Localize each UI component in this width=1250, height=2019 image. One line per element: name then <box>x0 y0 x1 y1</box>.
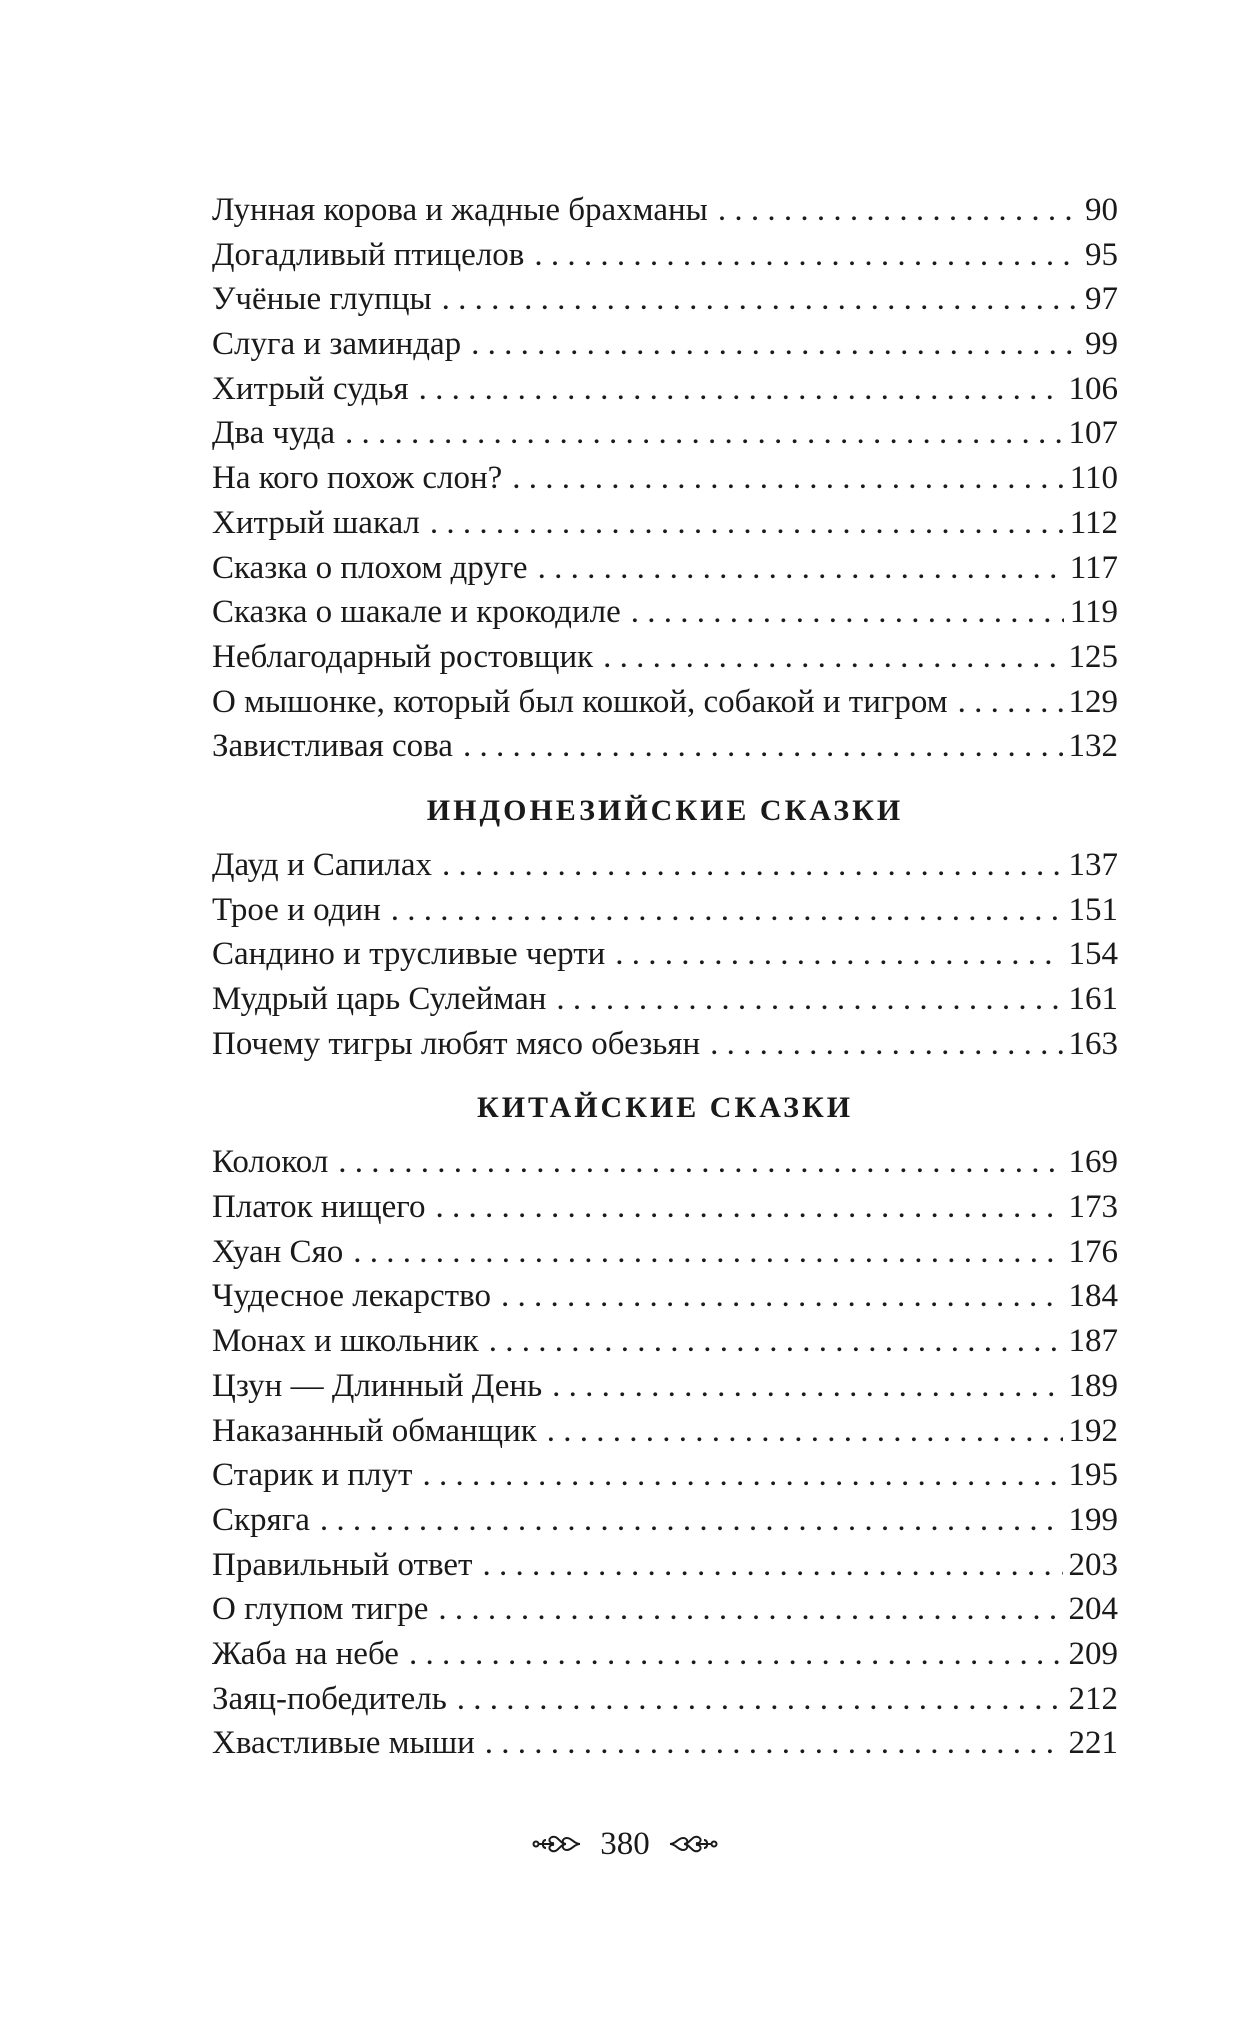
toc-entry-page-number: 119 <box>1069 594 1118 631</box>
toc-entry-page-number: 163 <box>1068 1025 1118 1062</box>
toc-entry[interactable] <box>212 1677 1118 1722</box>
toc-entry[interactable] <box>212 1319 1118 1364</box>
toc-entry-title: О мышонке, который был кошкой, собакой и тигром <box>212 683 948 720</box>
toc-dot-leader <box>457 1677 1063 1722</box>
toc-entry-title: Правильный ответ <box>212 1546 473 1583</box>
toc-entry[interactable] <box>212 1230 1118 1275</box>
toc-indonesian-list <box>212 843 1118 1066</box>
toc-entry-title: Неблагодарный ростовщик <box>212 638 594 675</box>
toc-dot-leader <box>409 1632 1063 1677</box>
toc-entry-title: Хитрый судья <box>212 370 409 407</box>
section-heading-indonesian: ИНДОНЕЗИЙСКИЕ СКАЗКИ <box>426 793 904 827</box>
toc-entry-title: Наказанный обманщик <box>212 1412 537 1449</box>
toc-dot-leader <box>345 411 1062 456</box>
toc-dot-leader <box>442 843 1062 888</box>
toc-entry-page-number: 173 <box>1068 1189 1118 1226</box>
toc-entry-page-number: 169 <box>1068 1144 1118 1181</box>
toc-entry-page-number: 95 <box>1085 236 1118 273</box>
toc-entry-page-number: 192 <box>1068 1412 1118 1449</box>
toc-entry[interactable] <box>212 1498 1118 1543</box>
toc-entry-title: Завистливая сова <box>212 728 453 765</box>
toc-entry-title: Трое и один <box>212 891 381 928</box>
toc-dot-leader <box>485 1721 1063 1766</box>
toc-entry-title: Учёные глупцы <box>212 281 432 318</box>
fleuron-right-icon <box>668 1831 720 1857</box>
toc-dot-leader <box>512 456 1063 501</box>
toc-entry-page-number: 125 <box>1068 638 1118 675</box>
toc-chinese-list <box>212 1140 1118 1766</box>
toc-entry-title: Лунная корова и жадные брахманы <box>212 192 708 228</box>
toc-dot-leader <box>631 590 1064 635</box>
toc-dot-leader <box>710 1022 1062 1067</box>
toc-entry[interactable] <box>212 367 1118 412</box>
toc-continuation-list <box>212 188 1118 769</box>
toc-entry-page-number: 110 <box>1069 460 1118 497</box>
toc-entry-page-number: 107 <box>1068 415 1118 452</box>
table-of-contents <box>212 188 1118 1766</box>
toc-entry-page-number: 221 <box>1068 1725 1118 1762</box>
toc-entry-title: Монах и школьник <box>212 1323 479 1360</box>
toc-entry-page-number: 212 <box>1068 1680 1118 1717</box>
toc-entry-page-number: 176 <box>1068 1233 1118 1270</box>
toc-entry-page-number: 112 <box>1069 504 1118 541</box>
toc-entry[interactable] <box>212 680 1118 725</box>
toc-entry[interactable] <box>212 188 1118 233</box>
toc-dot-leader <box>419 367 1063 412</box>
page-number: 380 <box>600 1826 650 1863</box>
toc-dot-leader <box>471 322 1079 367</box>
toc-entry-page-number: 137 <box>1068 846 1118 883</box>
toc-entry[interactable] <box>212 411 1118 456</box>
toc-dot-leader <box>501 1274 1063 1319</box>
toc-dot-leader <box>538 546 1064 591</box>
toc-entry-title: Два чуда <box>212 415 336 452</box>
toc-dot-leader <box>534 233 1079 278</box>
toc-entry-title: Скряга <box>212 1501 310 1538</box>
toc-dot-leader <box>320 1498 1063 1543</box>
toc-entry[interactable] <box>212 1185 1118 1230</box>
toc-entry-page-number: 154 <box>1068 936 1118 973</box>
toc-entry-title: Сказка о шакале и крокодиле <box>212 594 621 631</box>
toc-dot-leader <box>435 1185 1062 1230</box>
toc-entry-page-number: 90 <box>1085 192 1118 228</box>
toc-dot-leader <box>615 932 1062 977</box>
toc-entry[interactable] <box>212 277 1118 322</box>
toc-dot-leader <box>430 501 1064 546</box>
toc-entry-page-number: 189 <box>1068 1367 1118 1404</box>
toc-dot-leader <box>718 188 1079 233</box>
toc-entry-page-number: 199 <box>1068 1501 1118 1538</box>
toc-entry-page-number: 97 <box>1085 281 1118 318</box>
toc-entry-page-number: 187 <box>1068 1323 1118 1360</box>
toc-entry-page-number: 195 <box>1068 1457 1118 1494</box>
toc-dot-leader <box>958 680 1063 725</box>
toc-entry-page-number: 203 <box>1068 1546 1118 1583</box>
toc-entry[interactable] <box>212 233 1118 278</box>
toc-dot-leader <box>438 1587 1062 1632</box>
toc-entry-page-number: 132 <box>1068 728 1118 765</box>
toc-entry-title: О глупом тигре <box>212 1591 429 1628</box>
toc-entry-title: Сказка о плохом друге <box>212 549 528 586</box>
toc-dot-leader <box>391 888 1063 933</box>
toc-entry[interactable] <box>212 888 1118 933</box>
toc-entry-title: Мудрый царь Сулейман <box>212 981 547 1017</box>
toc-dot-leader <box>442 277 1079 322</box>
toc-entry-title: Заяц-победитель <box>212 1680 447 1717</box>
toc-entry-page-number: 129 <box>1068 683 1118 720</box>
toc-entry-title: Старик и плут <box>212 1457 413 1494</box>
toc-entry[interactable] <box>212 977 1118 1022</box>
toc-dot-leader <box>556 977 1062 1022</box>
toc-entry-title: Догадливый птицелов <box>212 236 525 273</box>
toc-dot-leader <box>482 1543 1062 1588</box>
toc-entry-page-number: 184 <box>1068 1278 1118 1315</box>
toc-entry-title: Цзун — Длинный День <box>212 1367 543 1404</box>
toc-entry[interactable] <box>212 635 1118 680</box>
toc-entry[interactable] <box>212 456 1118 501</box>
toc-entry[interactable] <box>212 843 1118 888</box>
toc-entry-title: Жаба на небе <box>212 1635 399 1672</box>
toc-entry[interactable] <box>212 932 1118 977</box>
toc-entry[interactable] <box>212 501 1118 546</box>
toc-dot-leader <box>489 1319 1063 1364</box>
toc-entry[interactable] <box>212 1022 1118 1067</box>
toc-entry-page-number: 106 <box>1068 370 1118 407</box>
toc-entry-title: Платок нищего <box>212 1189 426 1226</box>
toc-entry[interactable] <box>212 1453 1118 1498</box>
toc-entry-title: Сандино и трусливые черти <box>212 936 606 973</box>
toc-entry-page-number: 99 <box>1085 326 1118 363</box>
toc-entry[interactable] <box>212 546 1118 591</box>
toc-entry-title: Почему тигры любят мясо обезьян <box>212 1025 701 1062</box>
toc-entry[interactable] <box>212 1543 1118 1588</box>
toc-dot-leader <box>338 1140 1062 1185</box>
section-heading-chinese: КИТАЙСКИЕ СКАЗКИ <box>476 1091 854 1125</box>
toc-entry[interactable] <box>212 1140 1118 1185</box>
toc-entry-title: Чудесное лекарство <box>212 1278 491 1315</box>
toc-entry-title: Хитрый шакал <box>212 504 420 541</box>
toc-dot-leader <box>547 1409 1063 1454</box>
toc-entry-title: Слуга и заминдар <box>212 326 462 363</box>
toc-entry-title: Хуан Сяо <box>212 1233 344 1270</box>
toc-entry-title: Колокол <box>212 1144 329 1181</box>
toc-entry[interactable] <box>212 1364 1118 1409</box>
fleuron-left-icon <box>530 1831 582 1857</box>
toc-entry[interactable] <box>212 1721 1118 1766</box>
toc-dot-leader <box>353 1230 1062 1275</box>
toc-entry-title: На кого похож слон? <box>212 460 503 497</box>
toc-entry[interactable] <box>212 322 1118 367</box>
toc-entry[interactable] <box>212 1274 1118 1319</box>
toc-entry[interactable] <box>212 1632 1118 1677</box>
toc-dot-leader <box>422 1453 1062 1498</box>
toc-entry-page-number: 209 <box>1068 1635 1118 1672</box>
toc-entry[interactable] <box>212 1587 1118 1632</box>
toc-entry-page-number: 204 <box>1068 1591 1118 1628</box>
toc-entry-page-number: 151 <box>1068 891 1118 928</box>
toc-dot-leader <box>552 1364 1062 1409</box>
toc-entry[interactable] <box>212 590 1118 635</box>
toc-entry-title: Хвастливые мыши <box>212 1725 475 1762</box>
toc-entry[interactable] <box>212 1409 1118 1454</box>
toc-dot-leader <box>603 635 1062 680</box>
toc-entry-page-number: 117 <box>1069 549 1118 586</box>
toc-dot-leader <box>463 724 1063 769</box>
toc-entry[interactable] <box>212 724 1118 769</box>
toc-entry-page-number: 161 <box>1068 981 1118 1017</box>
page-folio <box>0 1820 1250 1866</box>
toc-entry-title: Дауд и Сапилах <box>212 846 433 883</box>
